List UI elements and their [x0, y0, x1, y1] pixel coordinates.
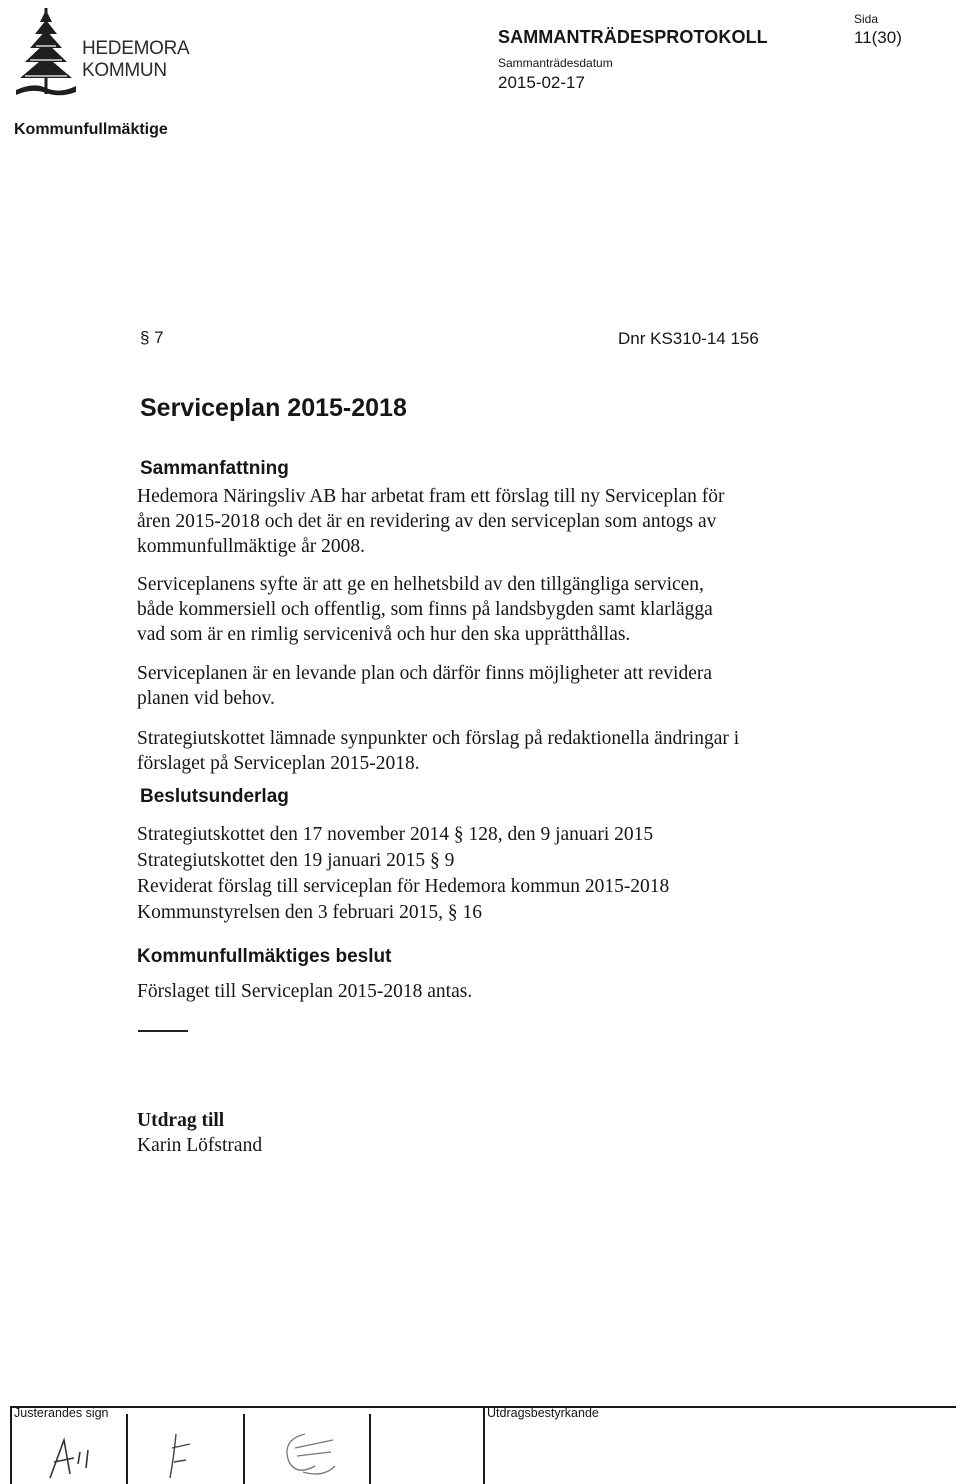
logo-line-2: KOMMUN — [82, 60, 167, 81]
logo-line-1: HEDEMORA — [82, 38, 190, 59]
text-line: kommunfullmäktige år 2008. — [137, 536, 366, 557]
meeting-date: 2015-02-17 — [498, 73, 585, 92]
extract-heading: Utdrag till — [137, 1110, 225, 1131]
text-line: vad som är en rimlig servicenivå och hur den ska upprätthållas. — [137, 624, 631, 645]
basis-item: Strategiutskottet den 17 november 2014 § 128, den 9 januari 2015 — [137, 824, 654, 845]
footer-divider — [10, 1406, 12, 1484]
extract-recipient: Karin Löfstrand — [137, 1135, 263, 1156]
organ-name: Kommunfullmäktige — [14, 121, 168, 138]
footer-divider — [243, 1414, 245, 1484]
text-line: Strategiutskottet lämnade synpunkter och förslag på redaktionella ändringar i — [137, 728, 740, 749]
signature-footer — [0, 1400, 960, 1484]
footer-divider — [126, 1414, 128, 1484]
text-line: åren 2015-2018 och det är en revidering av den serviceplan som antogs av — [137, 511, 717, 532]
text-line: Serviceplanens syfte är att ge en helhetsbild av den tillgängliga servicen, — [137, 574, 704, 595]
text-line: både kommersiell och offentlig, som finns på landsbygden samt klarlägga — [137, 599, 713, 620]
diary-number: Dnr KS310-14 156 — [618, 329, 759, 348]
page-label: Sida — [854, 12, 879, 26]
logo-wordmark — [82, 38, 189, 82]
basis-list — [137, 822, 669, 926]
summary-heading: Sammanfattning — [140, 458, 289, 479]
text-line: Hedemora Näringsliv AB har arbetat fram ett förslag till ny Serviceplan för — [137, 486, 725, 507]
summary-paragraph-4 — [137, 726, 837, 776]
decision-heading: Kommunfullmäktiges beslut — [137, 946, 392, 967]
basis-item: Reviderat förslag till serviceplan för Hedemora kommun 2015-2018 — [137, 876, 670, 897]
protocol-title: SAMMANTRÄDESPROTOKOLL — [498, 27, 768, 47]
case-title: Serviceplan 2015-2018 — [140, 394, 407, 422]
basis-heading: Beslutsunderlag — [140, 786, 289, 807]
hedemora-tree-logo — [14, 6, 78, 98]
divider — [138, 1030, 188, 1032]
basis-item: Strategiutskottet den 19 januari 2015 § 9 — [137, 850, 455, 871]
paragraph-number: § 7 — [140, 328, 164, 347]
summary-paragraph-2 — [137, 572, 817, 647]
signature-label: Justerandes sign — [14, 1406, 109, 1420]
text-line: Serviceplanen är en levande plan och därför finns möjligheter att revidera — [137, 663, 713, 684]
footer-divider — [483, 1406, 485, 1484]
summary-paragraph-3 — [137, 661, 817, 711]
decision-text: Förslaget till Serviceplan 2015-2018 antas. — [137, 981, 473, 1002]
signature-2 — [160, 1426, 210, 1482]
meeting-date-label: Sammanträdesdatum — [498, 56, 613, 70]
basis-item: Kommunstyrelsen den 3 februari 2015, § 16 — [137, 902, 482, 923]
certification-label: Utdragsbestyrkande — [487, 1406, 599, 1420]
signature-3 — [275, 1426, 345, 1482]
footer-divider — [369, 1414, 371, 1484]
signature-1 — [44, 1428, 104, 1482]
summary-paragraph-1 — [137, 484, 817, 559]
page-number: 11(30) — [854, 28, 902, 47]
text-line: förslaget på Serviceplan 2015-2018. — [137, 753, 420, 774]
text-line: planen vid behov. — [137, 688, 275, 709]
